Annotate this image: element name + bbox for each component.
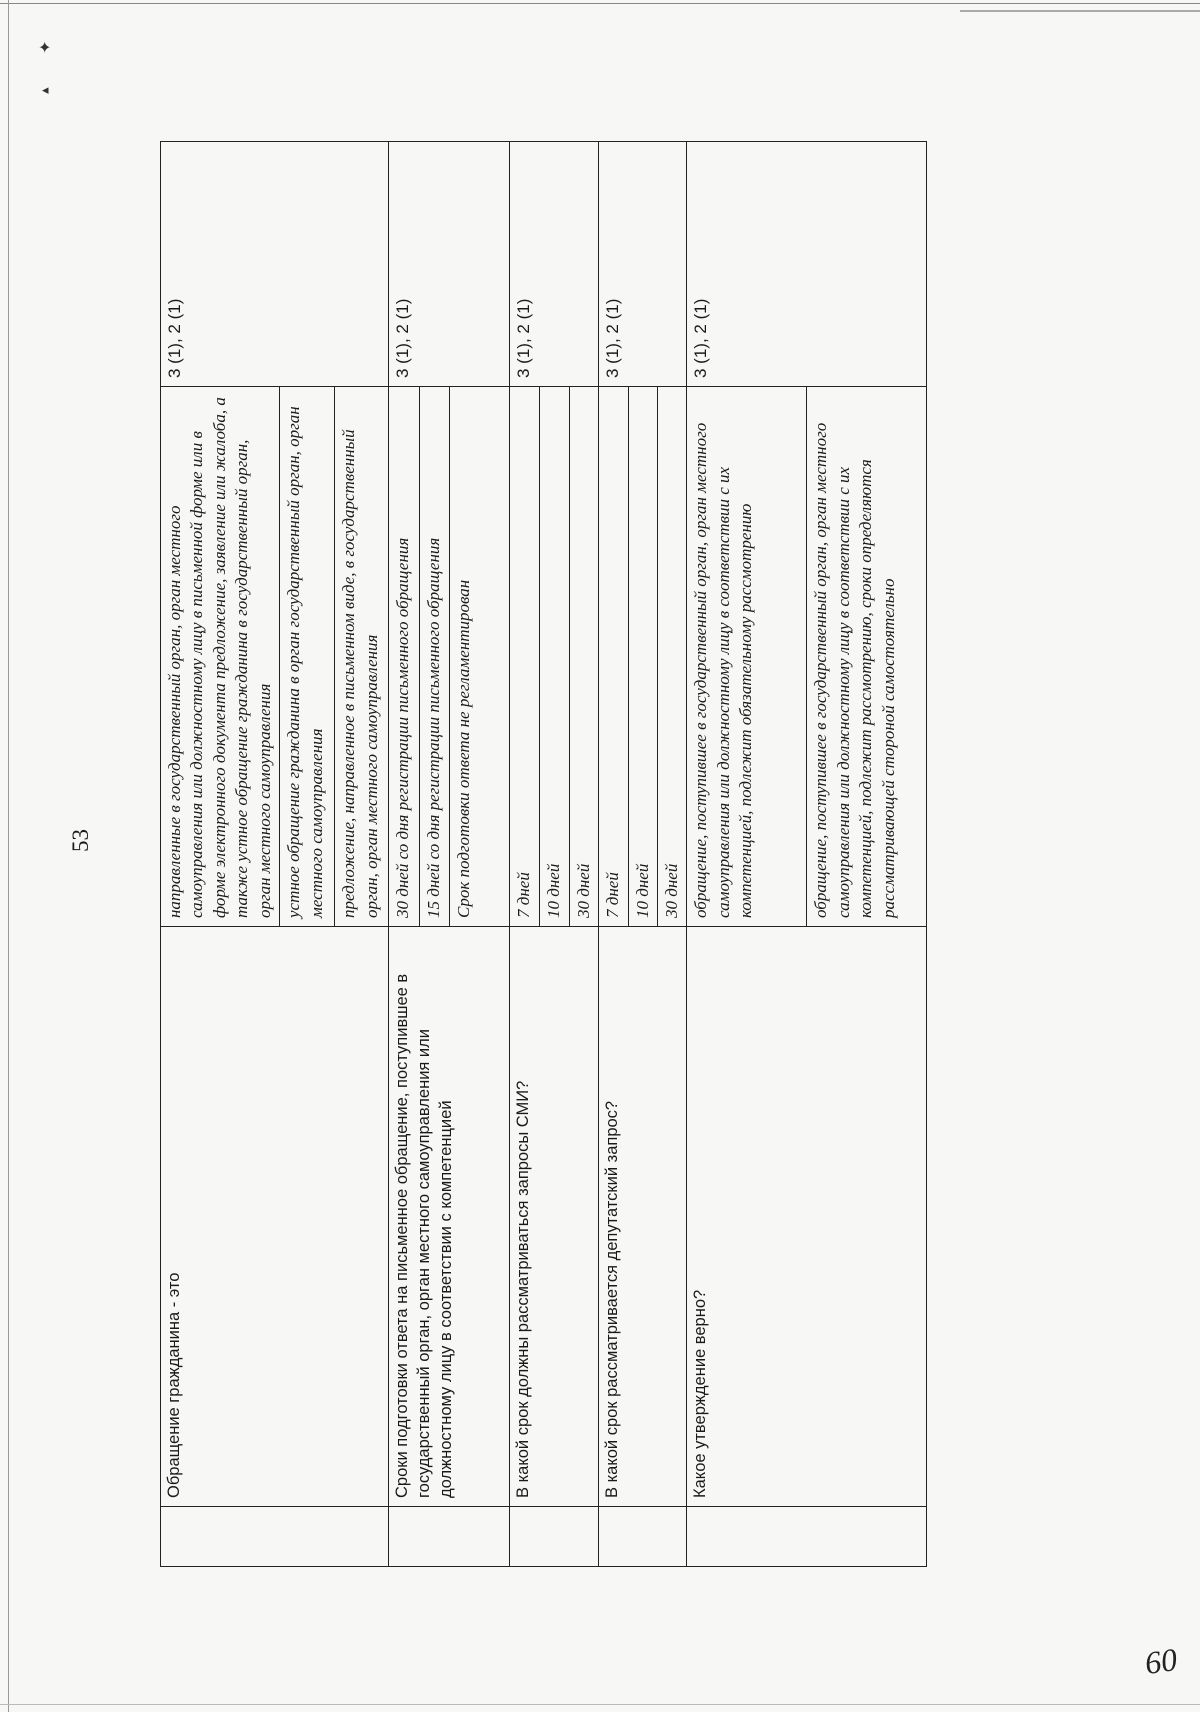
question-cell: Сроки подготовки ответа на письменное обращение, поступившее в государственный орган, орган местного самоуправления или должностному лицу в соответствии с компетенцией [389, 927, 510, 1507]
question-row-5 [687, 142, 807, 1567]
row-number-cell [599, 1507, 687, 1567]
answer-cell: обращение, поступившее в государственный орган, орган местного самоуправления или должностному лицу в соответствии с их компетенцией, подлежит обязательному рассмотрению [687, 387, 807, 927]
code-cell: 3 (1), 2 (1) [389, 142, 510, 387]
code-cell: 3 (1), 2 (1) [687, 142, 927, 387]
question-row-3 [510, 142, 540, 1567]
row-number-cell [389, 1507, 510, 1567]
answer-cell: 15 дней со дня регистрации письменного обращения [420, 387, 450, 927]
answer-cell: Срок подготовки ответа не регламентирован [450, 387, 510, 927]
code-cell: 3 (1), 2 (1) [510, 142, 599, 387]
answer-cell: направленные в государственный орган, орган местного самоуправления или должностному лицу в письменной форме или в форме электронного документа предложение, заявление или жалоба, а также устное обращение гражданина в государственный орган, орган местного самоуправления [161, 387, 280, 927]
question-row-4 [599, 142, 628, 1567]
answer-cell: предложение, направленное в письменном виде, в государственный орган, орган местного самоуправления [335, 387, 389, 927]
question-cell: В какой срок рассматривается депутатский запрос? [599, 927, 687, 1507]
question-cell: Обращение гражданина - это [161, 927, 389, 1507]
code-cell: 3 (1), 2 (1) [599, 142, 687, 387]
question-table [160, 141, 927, 1567]
code-cell: 3 (1), 2 (1) [161, 142, 389, 387]
answer-cell: 30 дней [569, 387, 598, 927]
answer-cell: 10 дней [540, 387, 569, 927]
scan-speck: ◂ [42, 82, 49, 97]
question-row-1 [161, 142, 280, 1567]
row-number-cell [510, 1507, 599, 1567]
answer-cell: устное обращение гражданина в орган государственный орган, орган местного самоуправления [280, 387, 335, 927]
scan-speck: ✦ [38, 40, 52, 57]
answer-cell: 7 дней [599, 387, 628, 927]
answer-cell: 7 дней [510, 387, 540, 927]
page-number: 53 [68, 829, 93, 852]
answer-cell: 30 дней [657, 387, 686, 927]
question-cell: В какой срок должны рассматриваться запросы СМИ? [510, 927, 599, 1507]
answer-cell: обращение, поступившее в государственный орган, орган местного самоуправления или должностному лицу в соответствии с их компетенцией, подлежит рассмотрению, сроки определяются рассматривающей стороной самостоятельно [807, 387, 927, 927]
answer-cell: 30 дней со дня регистрации письменного обращения [389, 387, 420, 927]
answer-cell: 10 дней [628, 387, 657, 927]
question-row-2 [389, 142, 420, 1567]
handwritten-sheet-number: 60 [1142, 1640, 1180, 1682]
row-number-cell [161, 1507, 389, 1567]
row-number-cell [687, 1507, 927, 1567]
question-cell: Какое утверждение верно? [687, 927, 927, 1507]
